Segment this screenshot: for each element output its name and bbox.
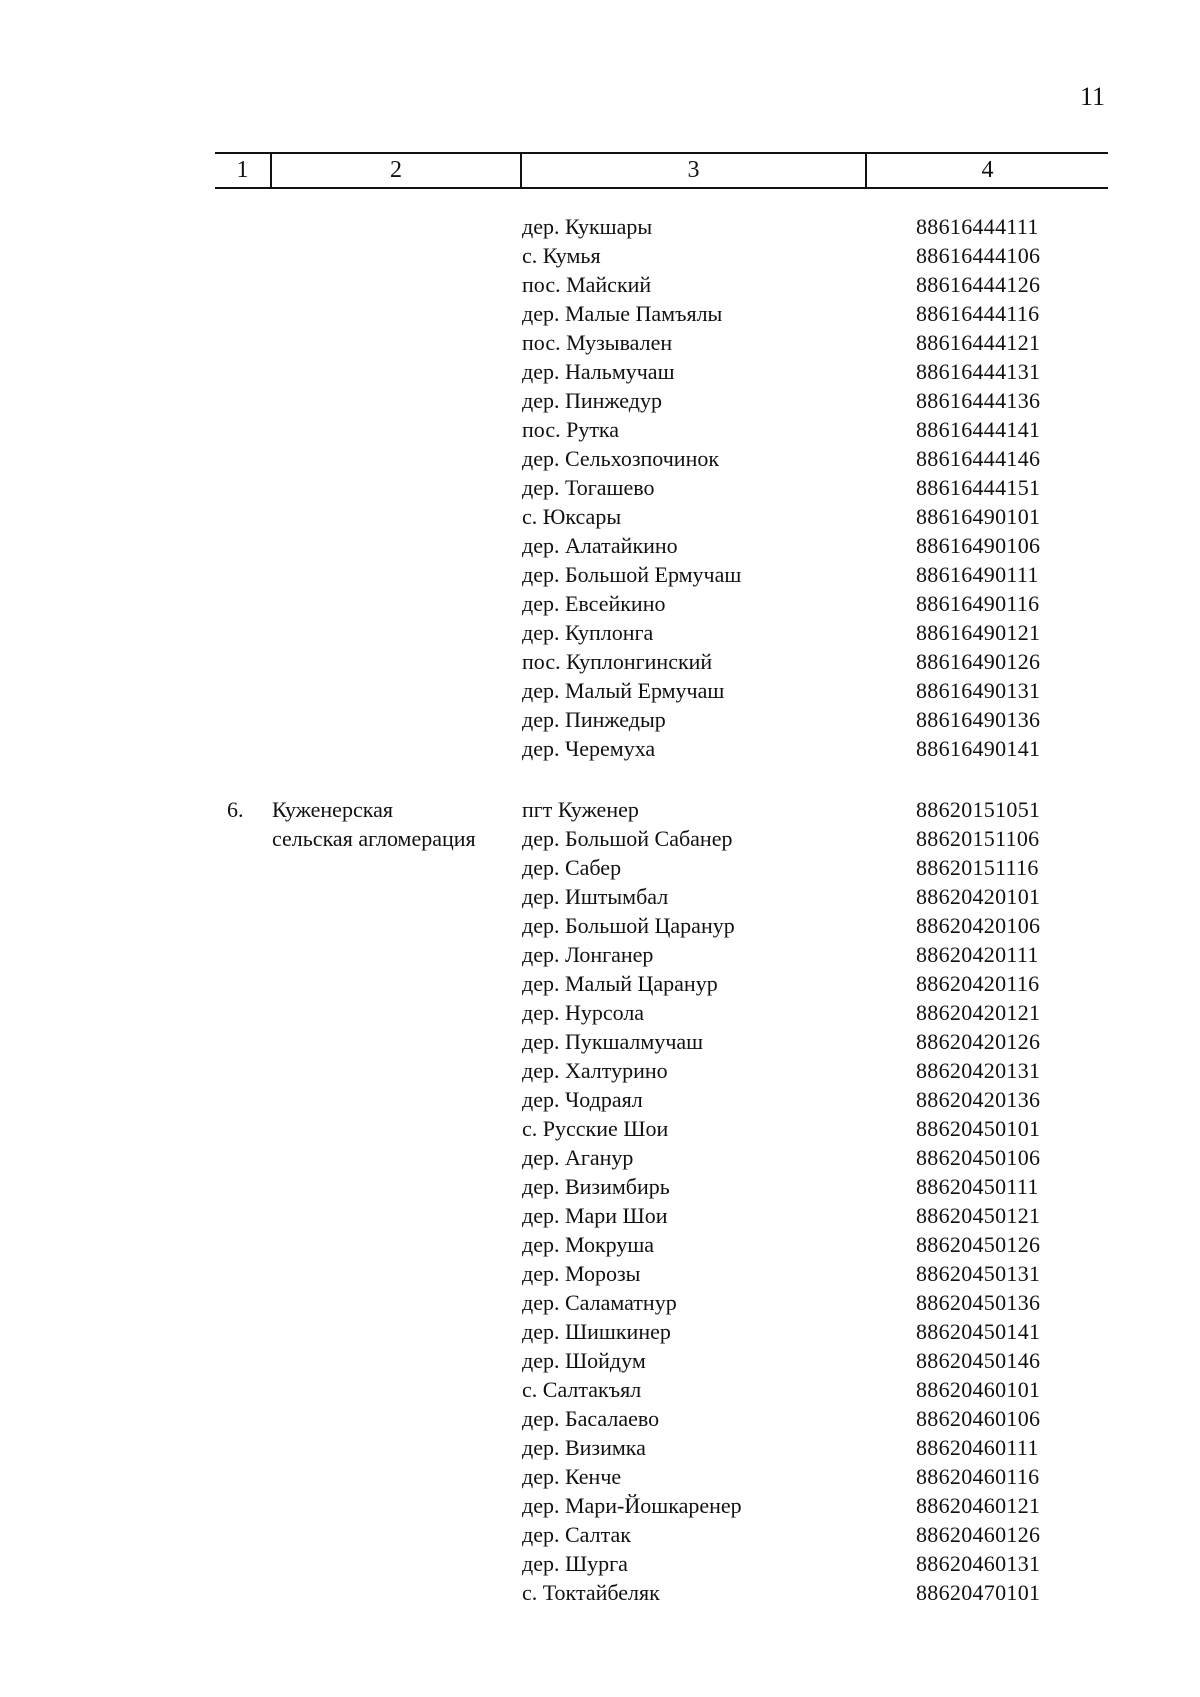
oktmo-code: 88620460111 [916,1435,1039,1460]
agglomeration-name: сельская агломерация [272,826,476,851]
oktmo-code: 88616444106 [916,243,1041,268]
settlement-name: дер. Малый Царанур [522,971,718,996]
table-row [0,618,1200,647]
oktmo-code: 88616444111 [916,214,1039,239]
table-row [0,911,1200,940]
table-row [0,1317,1200,1346]
settlement-name: дер. Мокруша [522,1232,655,1257]
settlement-name: дер. Шойдум [522,1348,646,1373]
settlement-name: дер. Кукшары [522,214,653,239]
settlement-name: пгт Куженер [522,797,639,822]
oktmo-code: 88620450131 [916,1261,1041,1286]
table-row [0,1404,1200,1433]
row-number: 6. [227,797,244,822]
oktmo-code: 88620450101 [916,1116,1041,1141]
oktmo-code: 88620151116 [916,855,1039,880]
oktmo-code: 88616490101 [916,504,1041,529]
table-row [0,705,1200,734]
oktmo-code: 88620151051 [916,797,1041,822]
table-row [0,328,1200,357]
oktmo-code: 88620420126 [916,1029,1041,1054]
settlement-name: дер. Морозы [522,1261,641,1286]
table-row [0,647,1200,676]
table-header [215,152,1108,189]
oktmo-code: 88616490121 [916,620,1041,645]
settlement-name: дер. Тогашево [522,475,655,500]
oktmo-code: 88616490131 [916,678,1041,703]
settlement-name: дер. Салтак [522,1522,631,1547]
table-row [0,502,1200,531]
table-row [0,1201,1200,1230]
table-row [0,415,1200,444]
settlement-name: дер. Шишкинер [522,1319,671,1344]
table-row [0,998,1200,1027]
oktmo-code: 88616444141 [916,417,1041,442]
oktmo-code: 88616490106 [916,533,1041,558]
settlement-name: дер. Саламатнур [522,1290,677,1315]
settlement-name: дер. Куплонга [522,620,654,645]
settlement-name: с. Кумья [522,243,601,268]
settlement-name: дер. Малый Ермучаш [522,678,725,703]
table-row [0,853,1200,882]
header-col-2: 2 [270,154,520,187]
table-row [0,212,1200,241]
oktmo-code: 88620460126 [916,1522,1041,1547]
table-row [0,1375,1200,1404]
table-row [0,1230,1200,1259]
table-row [0,734,1200,763]
table-row [0,560,1200,589]
oktmo-code: 88620450146 [916,1348,1041,1373]
agglomeration-name: Куженерская [272,797,393,822]
table-row [0,1433,1200,1462]
oktmo-code: 88616444151 [916,475,1041,500]
table-row [0,473,1200,502]
header-col-3: 3 [520,154,865,187]
table-row [0,795,1200,824]
table-row [0,386,1200,415]
oktmo-code: 88620450136 [916,1290,1041,1315]
table-row [0,1027,1200,1056]
settlement-name: дер. Большой Царанур [522,913,735,938]
oktmo-code: 88620460116 [916,1464,1040,1489]
table-row [0,1578,1200,1607]
settlement-name: пос. Майский [522,272,652,297]
settlement-name: дер. Черемуха [522,736,656,761]
table-row [0,824,1200,853]
oktmo-code: 88620420121 [916,1000,1041,1025]
oktmo-code: 88620470101 [916,1580,1041,1605]
oktmo-code: 88620420101 [916,884,1041,909]
settlement-name: дер. Пинжедыр [522,707,666,732]
table-row [0,1259,1200,1288]
oktmo-code: 88616490116 [916,591,1040,616]
table-row [0,1085,1200,1114]
settlement-name: дер. Шурга [522,1551,628,1576]
settlement-name: с. Юксары [522,504,622,529]
oktmo-code: 88620460121 [916,1493,1041,1518]
table-row [0,1462,1200,1491]
settlement-name: дер. Визимбирь [522,1174,670,1199]
settlement-name: пос. Куплонгинский [522,649,713,674]
settlement-name: дер. Кенче [522,1464,622,1489]
oktmo-code: 88620151106 [916,826,1040,851]
settlement-name: дер. Аганур [522,1145,634,1170]
settlement-name: дер. Иштымбал [522,884,669,909]
settlement-name: дер. Мари Шои [522,1203,668,1228]
oktmo-code: 88620460101 [916,1377,1041,1402]
oktmo-code: 88620450126 [916,1232,1041,1257]
oktmo-code: 88620450111 [916,1174,1039,1199]
table-row [0,969,1200,998]
settlement-name: дер. Алатайкино [522,533,678,558]
settlement-name: пос. Рутка [522,417,620,442]
table-row [0,1346,1200,1375]
settlement-name: дер. Малые Памъялы [522,301,723,326]
settlement-name: дер. Сельхозпочинок [522,446,720,471]
table-row [0,676,1200,705]
settlement-name: дер. Визимка [522,1435,646,1460]
settlement-name: дер. Пинжедур [522,388,662,413]
oktmo-code: 88620450121 [916,1203,1041,1228]
oktmo-code: 88616444116 [916,301,1040,326]
oktmo-code: 88620460131 [916,1551,1041,1576]
settlement-name: дер. Большой Ермучаш [522,562,742,587]
oktmo-code: 88616444136 [916,388,1041,413]
table-row [0,444,1200,473]
settlement-name: дер. Пукшалмучаш [522,1029,704,1054]
table-row [0,531,1200,560]
oktmo-code: 88616444126 [916,272,1041,297]
table-row [0,299,1200,328]
oktmo-code: 88616490111 [916,562,1039,587]
table-row [0,270,1200,299]
oktmo-code: 88616444121 [916,330,1041,355]
settlement-name: с. Русские Шои [522,1116,669,1141]
settlement-name: дер. Евсейкино [522,591,666,616]
table-row [0,1056,1200,1085]
table-row [0,1520,1200,1549]
table-row [0,1172,1200,1201]
oktmo-code: 88616444131 [916,359,1041,384]
table-row [0,357,1200,386]
settlement-name: дер. Лонганер [522,942,654,967]
table-row [0,1288,1200,1317]
settlement-name: дер. Нальмучаш [522,359,675,384]
table-row [0,882,1200,911]
oktmo-code: 88620420131 [916,1058,1041,1083]
settlement-name: с. Салтакъял [522,1377,642,1402]
table-row [0,940,1200,969]
settlement-name: дер. Большой Сабанер [522,826,733,851]
settlement-name: с. Токтайбеляк [522,1580,660,1605]
oktmo-code: 88616444146 [916,446,1041,471]
oktmo-code: 88620450141 [916,1319,1041,1344]
oktmo-code: 88620420136 [916,1087,1041,1112]
oktmo-code: 88620420116 [916,971,1040,996]
table-row [0,241,1200,270]
table-row [0,589,1200,618]
oktmo-code: 88620460106 [916,1406,1041,1431]
settlement-name: пос. Музывален [522,330,673,355]
settlement-name: дер. Басалаево [522,1406,660,1431]
table-row [0,1143,1200,1172]
page-number: 11 [1079,82,1105,111]
oktmo-code: 88616490141 [916,736,1041,761]
oktmo-code: 88616490136 [916,707,1041,732]
settlement-name: дер. Нурсола [522,1000,645,1025]
settlement-name: дер. Сабер [522,855,622,880]
settlement-name: дер. Мари-Йошкаренер [522,1493,742,1518]
oktmo-code: 88620420111 [916,942,1039,967]
oktmo-code: 88620450106 [916,1145,1041,1170]
settlement-name: дер. Халтурино [522,1058,668,1083]
header-col-1: 1 [236,157,249,183]
table-row [0,1114,1200,1143]
header-col-4: 4 [865,154,1108,187]
oktmo-code: 88616490126 [916,649,1041,674]
oktmo-code: 88620420106 [916,913,1041,938]
table-row [0,1491,1200,1520]
table-row [0,1549,1200,1578]
settlement-name: дер. Чодраял [522,1087,643,1112]
